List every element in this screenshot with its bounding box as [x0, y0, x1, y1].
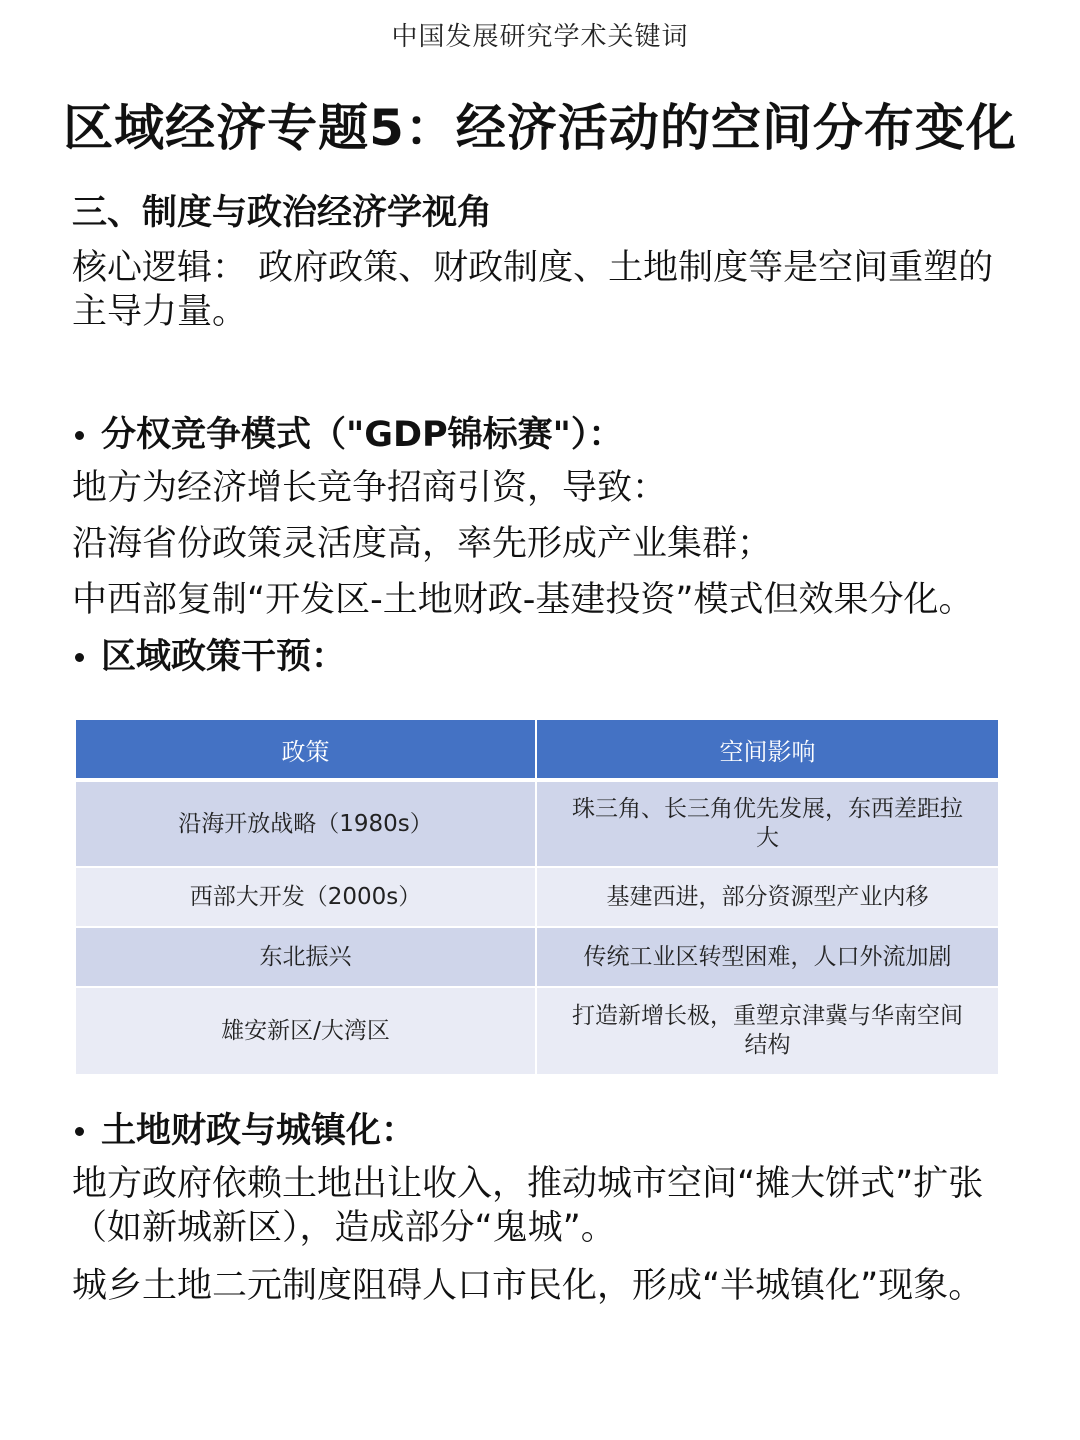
- policy-table: [76, 720, 998, 1076]
- impact-cell: 打造新增长极，重塑京津冀与华南空间结构: [537, 988, 998, 1076]
- land-finance-paragraph: 地方政府依赖土地出让收入，推动城市空间“摊大饼式”扩张（如新城新区），造成部分“鬼城”。: [72, 1164, 984, 1248]
- section-heading: 三、制度与政治经济学视角: [72, 193, 493, 233]
- top-label: 中国发展研究学术关键词: [391, 22, 689, 52]
- table-row: [76, 988, 998, 1076]
- bullet-title: 区域政策干预：: [101, 637, 347, 677]
- body-line: 地方为经济增长竞争招商引资，导致：: [72, 468, 668, 508]
- bullet-dot-icon: [75, 653, 84, 662]
- table-header-row: [76, 720, 998, 782]
- bullet-dot-icon: [75, 1127, 84, 1136]
- table-row: [76, 782, 998, 868]
- land-finance-section: [72, 1106, 1022, 1308]
- bullet-regional-policy: [72, 632, 1022, 682]
- body-line: 沿海省份政策灵活度高，率先形成产业集群；: [72, 524, 773, 564]
- table-row: [76, 928, 998, 988]
- table-row: [76, 868, 998, 928]
- policy-cell: 东北振兴: [76, 928, 537, 988]
- bullet-title: 分权竞争模式（"GDP锦标赛"）：: [101, 415, 624, 455]
- impact-cell: 基建西进，部分资源型产业内移: [537, 868, 998, 928]
- bullet-title: 土地财政与城镇化：: [101, 1111, 417, 1151]
- dual-land-system-paragraph: 城乡土地二元制度阻碍人口市民化，形成“半城镇化”现象。: [72, 1266, 984, 1306]
- body-line: 中西部复制“开发区-土地财政-基建投资”模式但效果分化。: [72, 580, 974, 620]
- policy-cell: 沿海开放战略（1980s）: [76, 782, 537, 868]
- impact-cell: 传统工业区转型困难，人口外流加剧: [537, 928, 998, 988]
- bullet-dot-icon: [75, 431, 84, 440]
- column-header-policy: 政策: [76, 720, 537, 782]
- main-content: [72, 188, 1022, 682]
- column-header-spatial-impact: 空间影响: [537, 720, 998, 782]
- core-logic-text: 核心逻辑： 政府政策、财政制度、土地制度等是空间重塑的主导力量。: [72, 248, 994, 332]
- bullet-decentralized-competition: [72, 410, 1022, 460]
- policy-cell: 西部大开发（2000s）: [76, 868, 537, 928]
- page-title: 区域经济专题5：经济活动的空间分布变化: [63, 99, 1017, 157]
- impact-cell: 珠三角、长三角优先发展，东西差距拉大: [537, 782, 998, 868]
- bullet-land-finance: [72, 1106, 1022, 1156]
- policy-cell: 雄安新区/大湾区: [76, 988, 537, 1076]
